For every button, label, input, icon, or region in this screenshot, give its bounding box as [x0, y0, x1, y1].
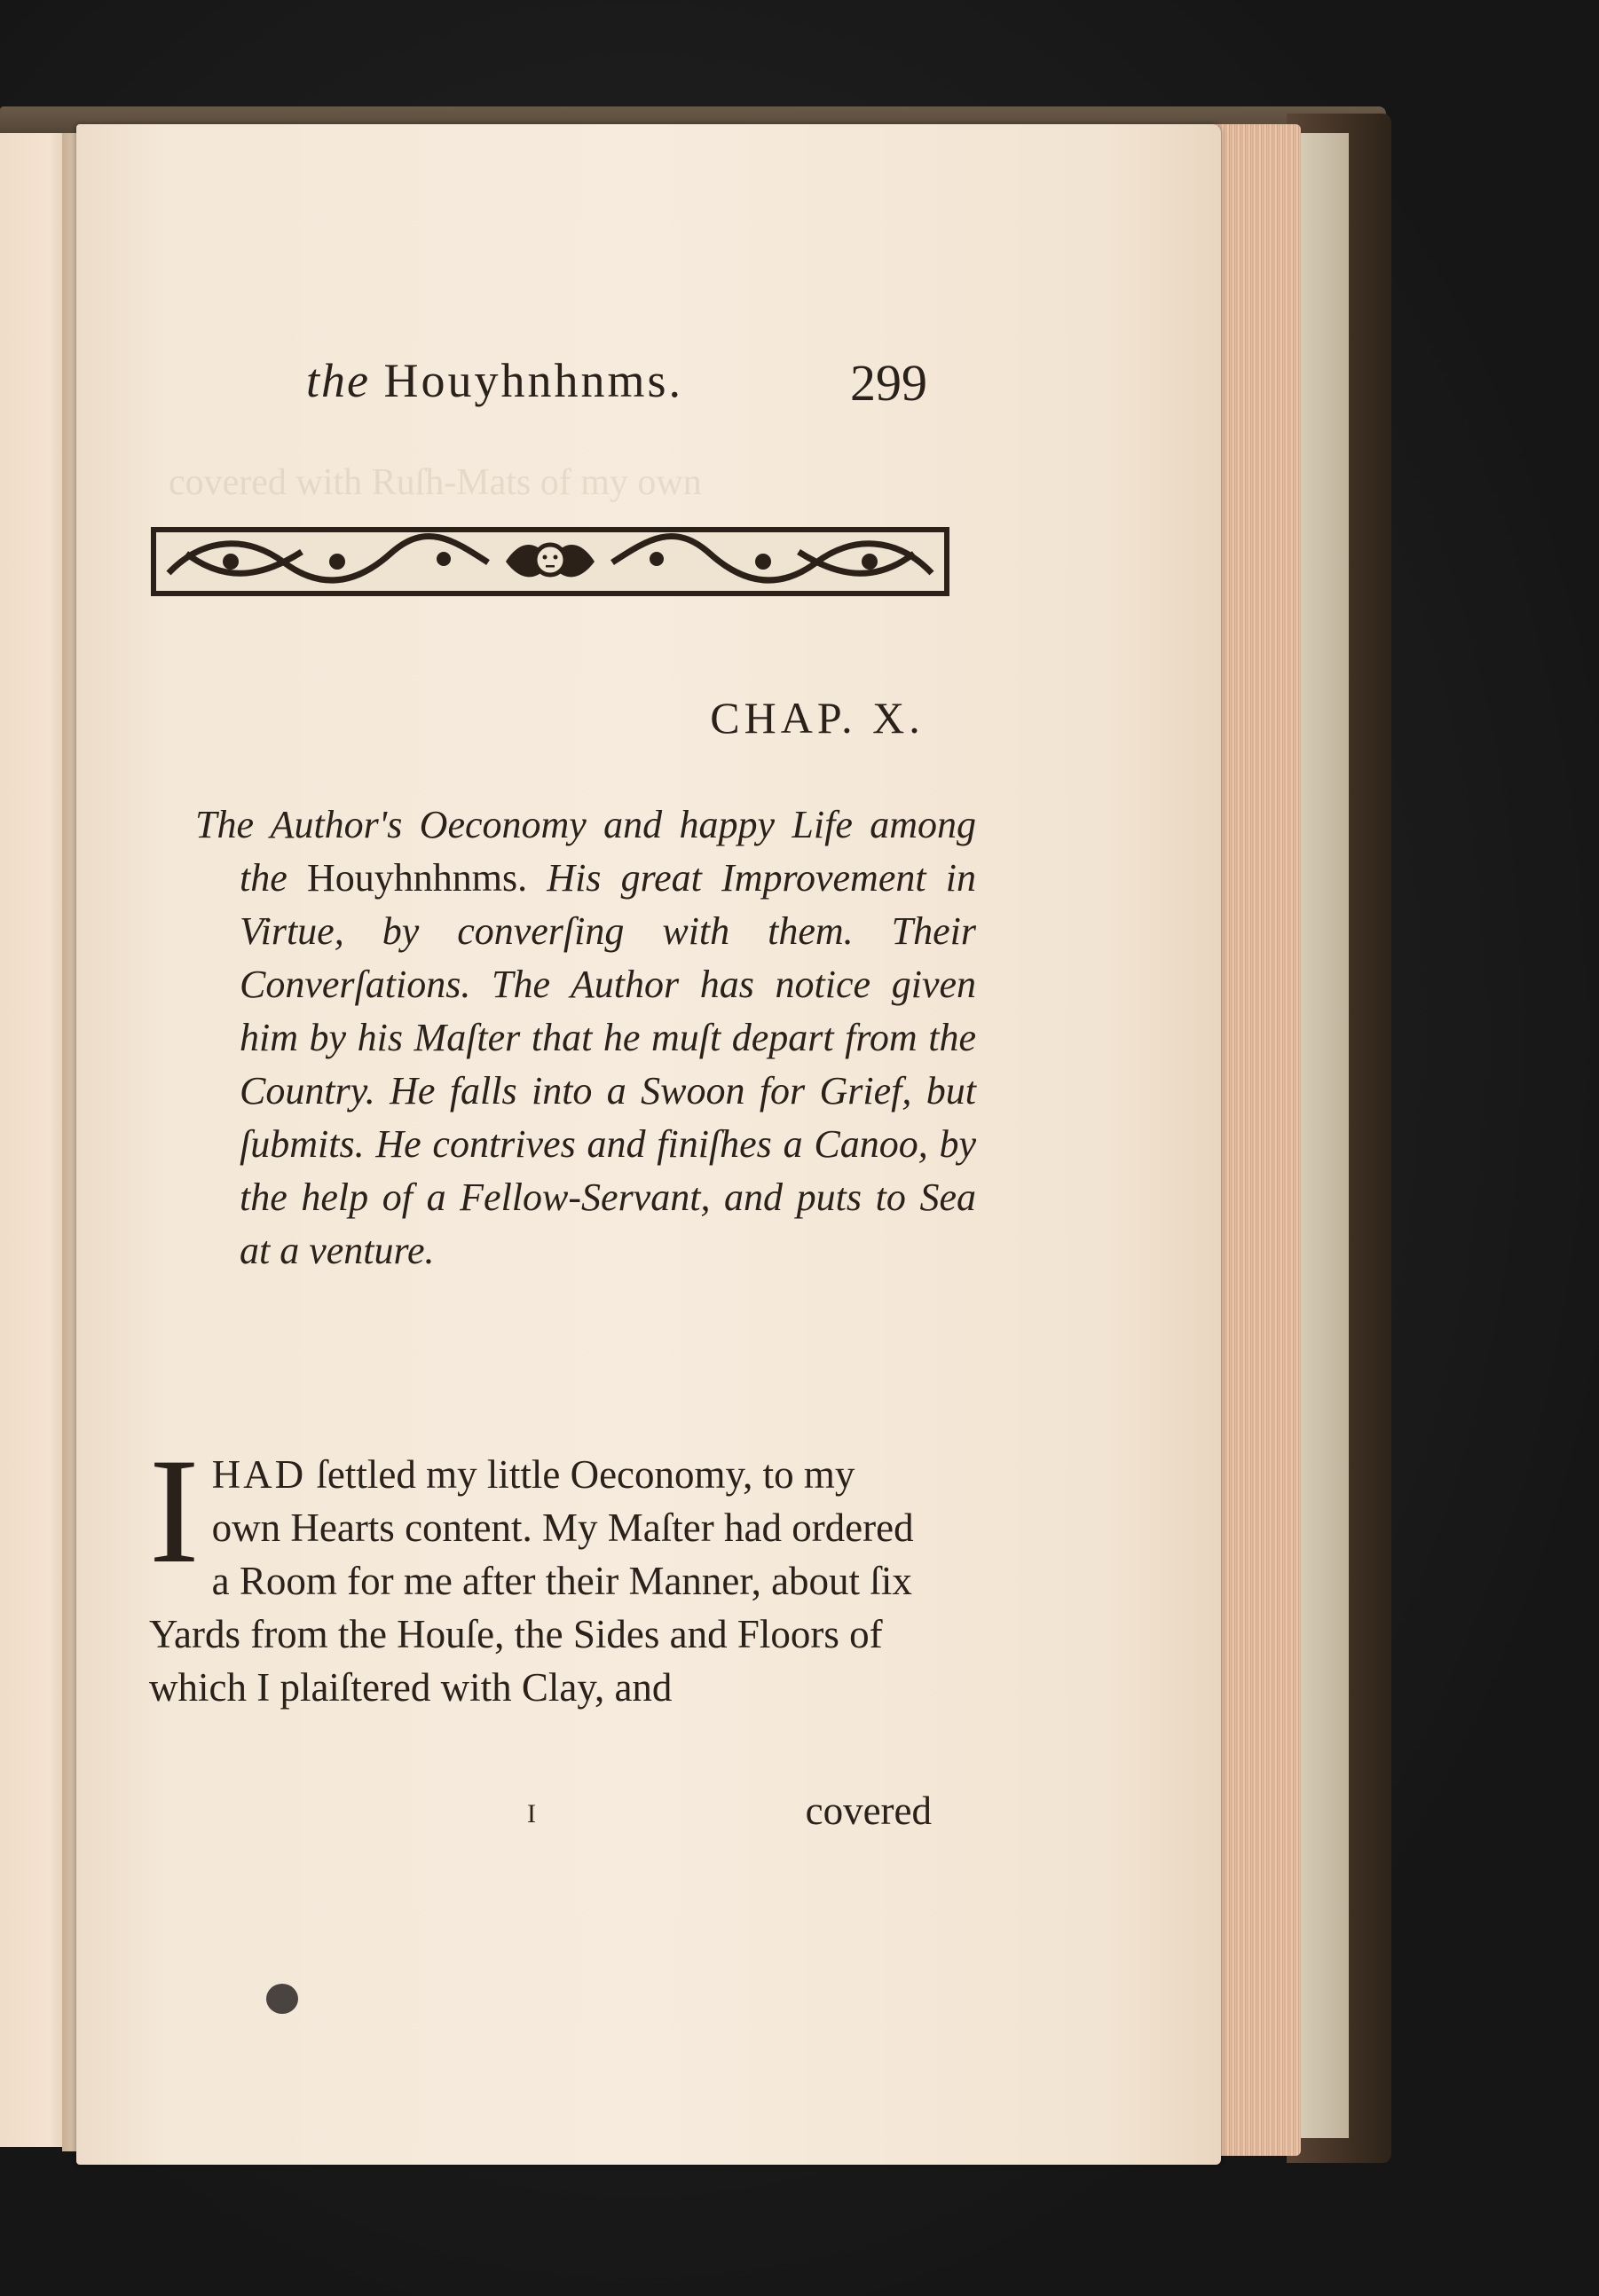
body-first-word: HAD	[211, 1452, 307, 1497]
page-number: 299	[850, 354, 927, 412]
running-title	[306, 353, 683, 408]
summary-text-2: His great Improvement in Virtue, by converſing with them. Their Converſations. The Author has notice given him by his Maſter that he muſt depart from the Country. He falls into a Swoon for Grief, but ſubmits. He contrives and finiſhes a Canoo, by the help of a Fellow-Servant, and puts to Sea at a venture.	[240, 856, 976, 1272]
chapter-heading-row	[0, 692, 1599, 743]
drop-cap: I	[149, 1427, 200, 1594]
endpaper-edge	[1296, 133, 1349, 2138]
body-text	[149, 1427, 932, 1714]
signature-mark: I	[527, 1799, 536, 1828]
chapter-heading: CHAP. X.	[710, 693, 925, 743]
chapter-summary	[195, 798, 976, 1278]
summary-text-1: The Author's Oeconomy and happy Life among the	[195, 803, 976, 900]
ink-stain	[266, 1984, 298, 2014]
running-title-name: Houyhnhnms.	[383, 354, 683, 407]
body-paragraph: ſettled my little Oeconomy, to my own Hearts content. My Maſter had ordered a Room for me after their Manner, about ſix Yards from the Houſe, the Sides and Floors of which I plaiſtered with Clay, and	[149, 1452, 914, 1710]
catchword: covered	[805, 1789, 932, 1833]
running-title-article: the	[306, 354, 370, 407]
show-through-text: covered with Ruſh-Mats of my own	[169, 462, 702, 503]
summary-roman-word: Houyhnhnms.	[306, 856, 528, 900]
page-header	[306, 353, 927, 415]
ornamental-headpiece	[151, 527, 949, 596]
